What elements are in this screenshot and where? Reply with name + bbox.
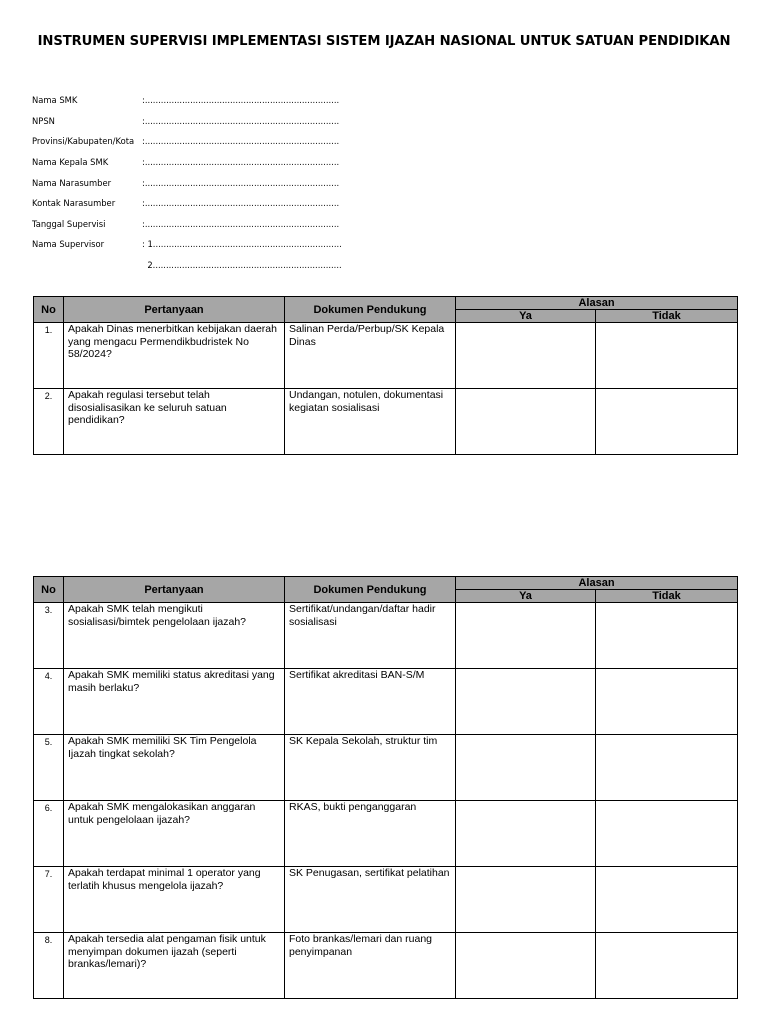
header-no: No xyxy=(34,577,64,603)
table-row xyxy=(34,323,738,389)
field-label: Nama Supervisor xyxy=(32,239,105,250)
answer-tidak-cell[interactable] xyxy=(596,933,738,999)
table-row xyxy=(34,735,738,801)
answer-tidak-cell[interactable] xyxy=(596,323,738,389)
table-row xyxy=(34,801,738,867)
answer-tidak-cell[interactable] xyxy=(596,735,738,801)
table-row xyxy=(34,669,738,735)
field-value: :......................................................................... xyxy=(142,95,340,106)
row-document: RKAS, bukti penganggaran xyxy=(285,801,456,867)
header-alasan: Alasan xyxy=(456,297,738,310)
row-document: SK Penugasan, sertifikat pelatihan xyxy=(285,867,456,933)
answer-ya-cell[interactable] xyxy=(456,323,596,389)
field-value: :......................................................................... xyxy=(142,177,340,188)
field-narasumber xyxy=(32,172,342,193)
field-value: :......................................................................... xyxy=(142,218,340,229)
row-document: SK Kepala Sekolah, struktur tim xyxy=(285,735,456,801)
row-document: Undangan, notulen, dokumentasi kegiatan sosialisasi xyxy=(285,389,456,455)
header-pertanyaan: Pertanyaan xyxy=(64,297,285,323)
answer-ya-cell[interactable] xyxy=(456,669,596,735)
field-provinsi xyxy=(32,131,342,152)
field-label: Nama Kepala SMK xyxy=(32,157,109,168)
row-document: Foto brankas/lemari dan ruang penyimpanan xyxy=(285,933,456,999)
field-label: Nama SMK xyxy=(32,95,78,106)
row-number: 6. xyxy=(34,801,64,867)
field-tanggal xyxy=(32,214,342,235)
header-pertanyaan: Pertanyaan xyxy=(64,577,285,603)
answer-tidak-cell[interactable] xyxy=(596,801,738,867)
field-value: :......................................................................... xyxy=(142,198,340,209)
question-table-1 xyxy=(33,296,738,455)
row-number: 5. xyxy=(34,735,64,801)
row-document: Sertifikat akreditasi BAN-S/M xyxy=(285,669,456,735)
field-value: :......................................................................... xyxy=(142,157,340,168)
field-label: Nama Narasumber xyxy=(32,177,112,188)
header-ya: Ya xyxy=(456,310,596,323)
answer-ya-cell[interactable] xyxy=(456,933,596,999)
field-label: NPSN xyxy=(32,115,55,126)
row-question: Apakah SMK mengalokasikan anggaran untuk pengelolaan ijazah? xyxy=(64,801,285,867)
field-supervisor xyxy=(32,234,342,255)
field-label: Provinsi/Kabupaten/Kota xyxy=(32,136,135,147)
row-number: 2. xyxy=(34,389,64,455)
header-ya: Ya xyxy=(456,590,596,603)
field-value: : 1....................................................................... xyxy=(142,239,342,250)
row-question: Apakah SMK telah mengikuti sosialisasi/bimtek pengelolaan ijazah? xyxy=(64,603,285,669)
answer-ya-cell[interactable] xyxy=(456,603,596,669)
field-value: :......................................................................... xyxy=(142,136,340,147)
field-supervisor-2 xyxy=(32,255,342,276)
table-row xyxy=(34,603,738,669)
answer-tidak-cell[interactable] xyxy=(596,669,738,735)
row-number: 4. xyxy=(34,669,64,735)
table-row xyxy=(34,933,738,999)
header-no: No xyxy=(34,297,64,323)
field-npsn xyxy=(32,111,342,132)
row-question: Apakah SMK memiliki status akreditasi yang masih berlaku? xyxy=(64,669,285,735)
field-label: Tanggal Supervisi xyxy=(32,218,106,229)
row-question: Apakah regulasi tersebut telah disosialisasikan ke seluruh satuan pendidikan? xyxy=(64,389,285,455)
header-dokumen: Dokumen Pendukung xyxy=(285,577,456,603)
field-value: 2....................................................................... xyxy=(142,260,342,271)
identity-form xyxy=(32,90,342,275)
answer-ya-cell[interactable] xyxy=(456,801,596,867)
row-question: Apakah Dinas menerbitkan kebijakan daerah yang mengacu Permendikbudristek No 58/2024? xyxy=(64,323,285,389)
header-tidak: Tidak xyxy=(596,310,738,323)
row-number: 1. xyxy=(34,323,64,389)
header-dokumen: Dokumen Pendukung xyxy=(285,297,456,323)
field-kepala-smk xyxy=(32,152,342,173)
answer-tidak-cell[interactable] xyxy=(596,389,738,455)
answer-tidak-cell[interactable] xyxy=(596,603,738,669)
table-row xyxy=(34,389,738,455)
field-value: :......................................................................... xyxy=(142,115,340,126)
field-nama-smk xyxy=(32,90,342,111)
row-number: 3. xyxy=(34,603,64,669)
header-tidak: Tidak xyxy=(596,590,738,603)
answer-ya-cell[interactable] xyxy=(456,735,596,801)
document-title: INSTRUMEN SUPERVISI IMPLEMENTASI SISTEM IJAZAH NASIONAL UNTUK SATUAN PENDIDIKAN xyxy=(37,34,731,49)
table-row xyxy=(34,867,738,933)
row-document: Salinan Perda/Perbup/SK Kepala Dinas xyxy=(285,323,456,389)
row-question: Apakah SMK memiliki SK Tim Pengelola Ijazah tingkat sekolah? xyxy=(64,735,285,801)
answer-ya-cell[interactable] xyxy=(456,867,596,933)
row-number: 8. xyxy=(34,933,64,999)
question-table-2 xyxy=(33,576,738,999)
row-number: 7. xyxy=(34,867,64,933)
field-label: Kontak Narasumber xyxy=(32,198,116,209)
row-question: Apakah tersedia alat pengaman fisik untuk menyimpan dokumen ijazah (seperti brankas/lemari)? xyxy=(64,933,285,999)
row-question: Apakah terdapat minimal 1 operator yang terlatih khusus mengelola ijazah? xyxy=(64,867,285,933)
header-alasan: Alasan xyxy=(456,577,738,590)
row-document: Sertifikat/undangan/daftar hadir sosialisasi xyxy=(285,603,456,669)
answer-ya-cell[interactable] xyxy=(456,389,596,455)
answer-tidak-cell[interactable] xyxy=(596,867,738,933)
field-kontak xyxy=(32,193,342,214)
